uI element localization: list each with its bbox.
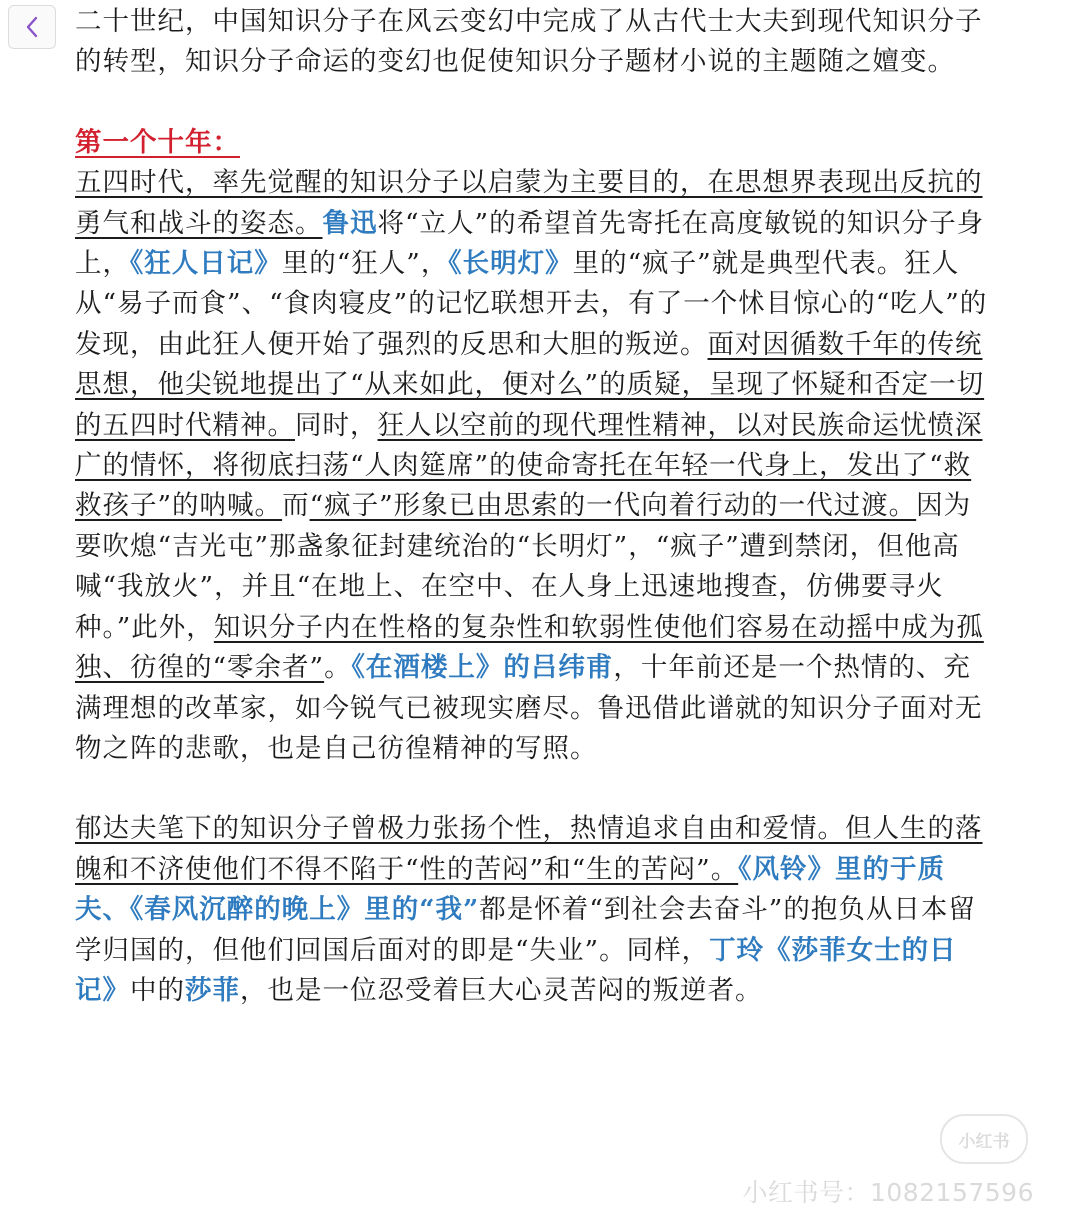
underlined-text: 面对因循数千年的传统思想，他尖锐地提出了“从来如此，便对么”的质疑，呈现了怀疑和否定一切的五四时代精神。 — [75, 328, 985, 441]
body-text: 里的“疯子”就是典型代表。狂人从“易子而食”、“食肉寝皮”的记忆联想开去，有了一个怵目惊心的“吃人”的发现，由此狂人便开始了强烈的反思和大胆的叛逆。 — [75, 248, 988, 360]
underlined-text: 狂人以空前的现代理性精神，以对民族命运忧愤深广的情怀，将彻底扫荡“人肉筵席”的使命寄托在年轻一代身上，发出了“救救孩子”的呐喊。 — [75, 409, 983, 522]
intro-paragraph: 二十世纪，中国知识分子在风云变幻中完成了从古代士大夫到现代知识分子的转型，知识分子命运的变幻也促使知识分子题材小说的主题随之嬗变。 — [75, 6, 983, 78]
watermark-logo: 小红书 — [940, 1114, 1028, 1164]
body-text: ，十年前还是一个热情的、充满理想的改革家，如今锐气已被现实磨尽。鲁迅借此谱就的知识分子面对无物之阵的悲歌，也是自己彷徨精神的写照。 — [75, 652, 983, 764]
highlight-work: 《风铃》里的于质夫、《春风沉醉的晚上》里的“我” — [75, 853, 945, 926]
body-text: 因为要吹熄“吉光屯”那盏象征封建统治的“长明灯”，“疯子”遭到禁闭，但他高喊“我放火”，并且“在地上、在空中、在人身上迅速地搜查，仿佛要寻火种。”此外， — [75, 490, 972, 643]
highlight-work: 丁玲《莎菲女士的日记》 — [75, 934, 957, 1006]
body-text: 都是怀着“到社会去奋斗”的抱负从日本留学归国的，但他们回国后面对的即是“失业”。同样， — [75, 894, 976, 966]
body-text: 将“立人”的希望首先寄托在高度敏锐的知识分子身上， — [75, 207, 985, 280]
highlight-character: 莎菲 — [185, 974, 240, 1006]
back-button[interactable] — [8, 5, 56, 49]
chevron-left-icon — [24, 15, 40, 39]
underlined-text: “疯子”形象已由思索的一代向着行动的一代过渡。 — [309, 490, 917, 522]
body-text: 中的 — [130, 974, 185, 1006]
paragraph-yu-dafu — [75, 809, 995, 1011]
highlight-author: 鲁迅 — [322, 207, 378, 239]
article-body — [75, 2, 995, 1011]
underlined-text: 郁达夫笔下的知识分子曾极力张扬个性，热情追求自由和爱情。但人生的落魄和不济使他们不得不陷于“性的苦闷”和“生的苦闷”。 — [75, 813, 983, 885]
underlined-text: 知识分子内在性格的复杂性和软弱性使他们容易在动摇中成为孤独、彷徨的“零余者” — [75, 611, 984, 684]
body-text: 。 — [324, 652, 352, 684]
section-title: 第一个十年： — [75, 126, 240, 158]
highlight-work: 《长明灯》 — [448, 248, 573, 280]
body-text: 而 — [282, 490, 310, 522]
paragraph-first-decade — [75, 163, 995, 769]
highlight-work: 《狂人日记》 — [130, 248, 282, 280]
highlight-character: 《在酒楼上》的吕纬甫 — [351, 652, 614, 684]
watermark-text: 小红书号：1082157596 — [742, 1178, 1034, 1207]
body-text: ，也是一位忍受着巨大心灵苦闷的叛逆者。 — [240, 974, 763, 1006]
body-text: 里的“狂人”， — [281, 248, 449, 280]
underlined-text: 五四时代，率先觉醒的知识分子以启蒙为主要目的，在思想界表现出反抗的勇气和战斗的姿态。 — [75, 167, 983, 239]
body-text: 同时， — [295, 409, 378, 441]
